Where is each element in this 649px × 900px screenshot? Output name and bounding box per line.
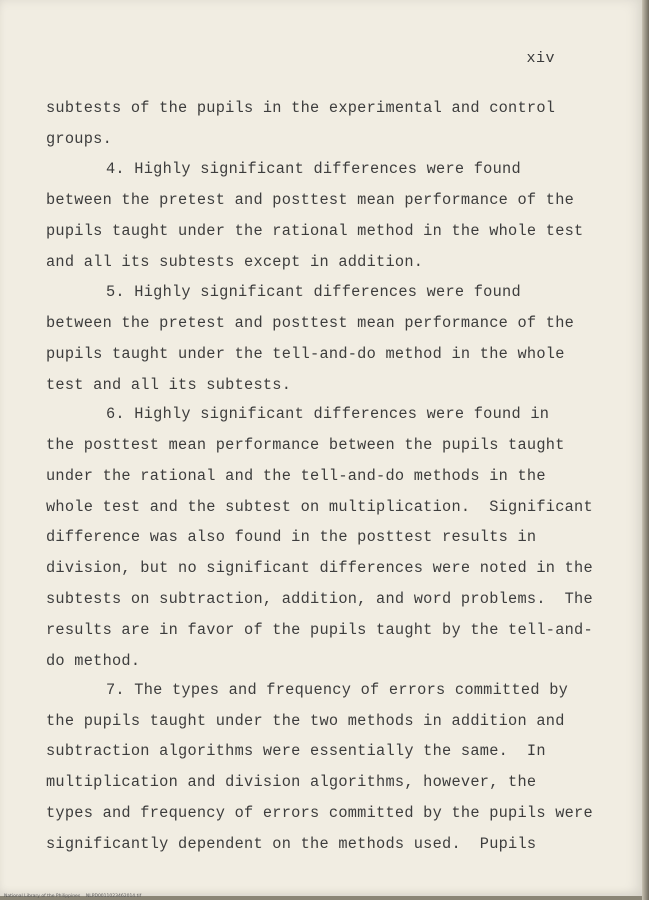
text-line: the pupils taught under the two methods in addition and xyxy=(46,712,565,730)
text-line: multiplication and division algorithms, however, the xyxy=(46,773,537,791)
paragraph-5-start: 5. Highly significant differences were found xyxy=(106,283,521,301)
text-line: the posttest mean performance between the pupils taught xyxy=(46,436,565,454)
text-line: between the pretest and posttest mean performance of the xyxy=(46,314,575,332)
text-line: subtests on subtraction, addition, and word problems. The xyxy=(46,590,593,608)
text-line: results are in favor of the pupils taught by the tell-and- xyxy=(46,621,593,639)
text-line: and all its subtests except in addition. xyxy=(46,253,424,271)
paragraph-4-start: 4. Highly significant differences were found xyxy=(106,160,521,178)
text-line: types and frequency of errors committed by the pupils were xyxy=(46,804,593,822)
scan-footer: National Library of the Philippines NLPD0011023462014.tif xyxy=(4,894,142,899)
page-number: xiv xyxy=(526,50,555,67)
text-line: test and all its subtests. xyxy=(46,376,292,394)
text-line: between the pretest and posttest mean performance of the xyxy=(46,191,575,209)
text-line: division, but no significant differences were noted in the xyxy=(46,559,593,577)
text-line: groups. xyxy=(46,130,113,148)
paragraph-7-start: 7. The types and frequency of errors committed by xyxy=(106,681,569,699)
paragraph-6-start: 6. Highly significant differences were found in xyxy=(106,405,550,423)
text-line: whole test and the subtest on multiplication. Significant xyxy=(46,498,593,516)
text-line: under the rational and the tell-and-do methods in the xyxy=(46,467,546,485)
text-line: pupils taught under the rational method in the whole test xyxy=(46,222,584,240)
text-line: pupils taught under the tell-and-do method in the whole xyxy=(46,345,565,363)
text-line: significantly dependent on the methods used. Pupils xyxy=(46,835,537,853)
text-line: do method. xyxy=(46,652,141,670)
text-line: subtraction algorithms were essentially the same. In xyxy=(46,742,546,760)
page-edge-shadow xyxy=(642,0,649,900)
text-line: difference was also found in the posttest results in xyxy=(46,528,537,546)
text-line: subtests of the pupils in the experimental and control xyxy=(46,99,556,117)
